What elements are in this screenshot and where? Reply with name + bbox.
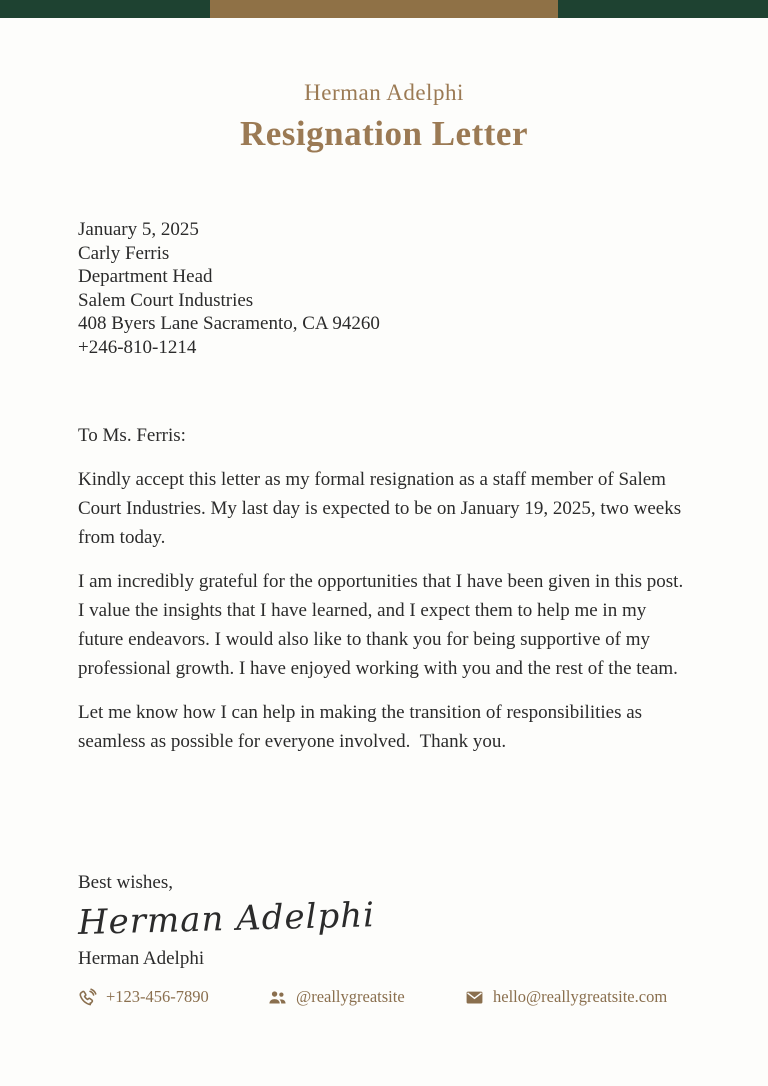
closing-block [78,871,690,971]
recipient-address: 408 Byers Lane Sacramento, CA 94260 [78,313,380,334]
footer-email-text: hello@reallygreatsite.com [493,987,668,1006]
recipient-phone: +246-810-1214 [78,336,197,358]
letter-header [0,80,768,154]
top-bar-green-right-segment [558,0,768,18]
author-name: Herman Adelphi [304,80,464,105]
footer-email-item [465,987,667,1007]
recipient-address-block [78,218,690,359]
recipient-company: Salem Court Industries [78,289,254,311]
closing-phrase: Best wishes, [78,872,173,893]
top-bar-green-left-segment [0,0,210,18]
footer-phone-text: +123-456-7890 [106,987,209,1006]
people-icon [268,988,287,1007]
signature-name: Herman Adelphi [78,948,205,969]
phone-icon [78,988,97,1007]
body-paragraph-3: Let me know how I can help in making the transition of responsibilities as seamless as possible for everyone involved. Thank you. [78,702,647,752]
footer-social-text: @reallygreatsite [296,987,405,1006]
letter-content [78,218,690,971]
salutation: To Ms. Ferris: [78,425,186,446]
signature-script: Herman Adelphi [77,895,376,943]
body-paragraph-1: Kindly accept this letter as my formal resignation as a staff member of Salem Court Industries. My last day is expected to be on January 19, 2025, two weeks from today. [78,469,686,548]
contact-footer [0,987,768,1021]
mail-icon [465,988,484,1007]
page-title: Resignation Letter [240,114,528,153]
footer-phone-item [78,987,209,1007]
recipient-title: Department Head [78,266,213,287]
footer-social-item [268,987,405,1007]
top-bar-brown-segment [210,0,558,18]
body-paragraph-2: I am incredibly grateful for the opportunities that I have been given in this post. I value the insights that I have learned, and I expect them to help me in my future endeavors. I would also like to thank you for being supportive of my professional growth. I have enjoyed working with you and the rest of the team. [78,571,688,679]
recipient-name: Carly Ferris [78,242,170,264]
letter-date: January 5, 2025 [78,219,199,240]
top-accent-bar [0,0,768,18]
